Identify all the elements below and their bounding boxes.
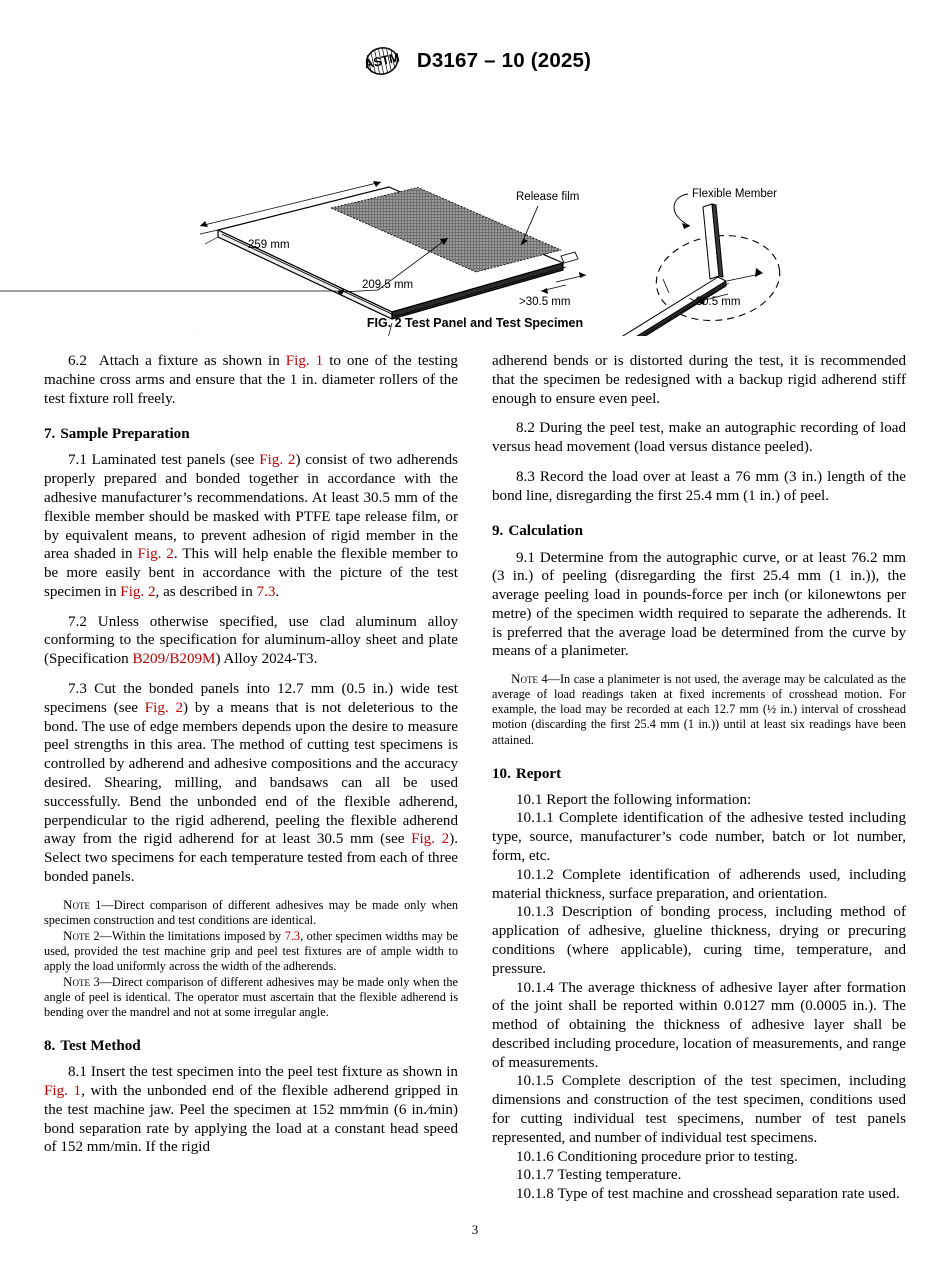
para-text: Conditioning procedure prior to testing.	[557, 1148, 798, 1165]
clause-number: 10.1.4	[516, 979, 554, 996]
paragraph-10-1-3	[492, 903, 906, 978]
para-text: Testing temperature.	[557, 1167, 682, 1184]
fig-label-release-film: Release film	[516, 191, 580, 203]
xref-fig-1[interactable]: Fig. 1	[285, 353, 324, 369]
para-text: Laminated test panels (see	[91, 452, 260, 469]
para-text: ) Alloy 2024-T3.	[215, 651, 318, 668]
para-text: ). Select two specimens for each temperature tested from each of three bonded panels.	[44, 831, 458, 885]
para-text: During the peel test, make an autographic recording of load versus head movement (load versus distance peeled).	[492, 420, 906, 456]
note-text: —Within the limitations imposed by	[99, 928, 285, 943]
clause-number: 8.1	[68, 1064, 87, 1081]
body-columns	[44, 352, 906, 1204]
paragraph-10-1-6	[492, 1148, 906, 1167]
para-text: Record the load over at least a 76 mm (3 in.) length of the bond line, disregarding the first 25.4 mm (1 in.) of peel.	[492, 468, 906, 504]
para-text: Cut the bonded panels into 12.7 mm (0.5 in.) wide test specimens (see	[44, 681, 458, 716]
paragraph-7-3	[44, 680, 458, 887]
note-label: Note	[63, 927, 90, 943]
paragraph-10-1-2	[492, 866, 906, 904]
xref-7-3[interactable]: 7.3	[284, 928, 301, 943]
para-text: The average thickness of adhesive layer after formation of the joint shall be reported within 0.0127 mm (0.0005 in.). The method of obtaining the thickness of adhesive layer shall be described including procedure, location of measurements, and range of measurements.	[492, 979, 906, 1071]
para-text: , as described in	[155, 583, 257, 600]
para-text: Report the following information:	[546, 791, 752, 808]
xref-fig-2[interactable]: Fig. 2	[120, 583, 156, 600]
svg-text:ASTM: ASTM	[363, 50, 401, 72]
astm-logo-icon	[359, 46, 405, 76]
figure-2-illustration	[0, 86, 950, 336]
heading-title: Report	[515, 765, 562, 782]
clause-number: 10.1	[516, 791, 543, 808]
fig-label-259mm: 259 mm	[248, 239, 290, 251]
clause-number: 8.2	[516, 420, 535, 437]
clause-number: 10.1.1	[516, 810, 554, 827]
note-text: —Direct comparison of different adhesives may be made only when specimen construction and test conditions are identical.	[44, 897, 458, 927]
left-column	[44, 352, 458, 1204]
heading-10	[492, 765, 906, 783]
note-number: 2	[89, 928, 100, 943]
paragraph-10-1-4	[492, 979, 906, 1073]
clause-number: 10.1.3	[516, 904, 554, 921]
heading-number: 9.	[492, 523, 504, 540]
paragraph-10-1	[492, 791, 906, 810]
xref-b209[interactable]: B209/B209M	[132, 651, 216, 668]
clause-number: 10.1.2	[516, 866, 554, 883]
figure-caption: FIG. 2 Test Panel and Test Specimen	[366, 316, 584, 330]
para-text: Complete identification of the adhesive tested including type, source, manufacturer’s code number, batch or lot number, form, etc.	[492, 810, 906, 865]
note-3	[44, 974, 458, 1020]
page-header	[0, 46, 950, 76]
clause-number: 7.2	[68, 613, 87, 630]
xref-7-3[interactable]: 7.3	[256, 583, 276, 600]
paragraph-9-1	[492, 549, 906, 662]
clause-number: 9.1	[516, 549, 535, 566]
para-text: Unless otherwise specified, use clad aluminum alloy conforming to the specification for aluminum-alloy sheet and plate (Specification	[44, 613, 458, 668]
para-text: Insert the test specimen into the peel test fixture as shown in	[90, 1064, 458, 1081]
note-label: Note	[511, 671, 538, 687]
clause-number: 10.1.5	[516, 1073, 554, 1090]
para-text: Description of bonding process, including method of application of adhesive, glueline thickness, drying or precuring conditions (where applicable), curing time, temperature, and pressure.	[492, 904, 906, 977]
note-text: —Direct comparison of different adhesives may be made only when the angle of peel is identical. The operator must ascertain that the flexible adherend is bending over the mandrel and not at some irregular angle.	[44, 974, 458, 1020]
heading-title: Test Method	[60, 1038, 141, 1055]
heading-number: 7.	[44, 426, 56, 443]
clause-number: 6.2	[68, 353, 87, 369]
para-text: ) by a means that is not deleterious to the bond. The use of edge members depends upon the desire to measure peel strengths in this area. The method of cutting test specimens is controlled by adherend and adhesive compositions and the accuracy desired. Shearing, milling, and bandsaws can all be used successfully. Bend the unbonded end of the flexible adherend, perpendicular to the rigid adherend, peeling the flexible adherend away from the rigid adherend for at least 30.5 mm (see	[44, 699, 458, 848]
clause-number: 10.1.8	[516, 1186, 554, 1203]
para-text: Type of test machine and crosshead separation rate used.	[557, 1186, 900, 1203]
para-text: , with the unbonded end of the flexible adherend gripped in the test machine jaw. Peel the specimen at 152 mm⁄min (6 in.⁄min) bond separation rate by applying the load at a constant head speed of 152 mm/min. If the rigid	[44, 1083, 459, 1156]
para-text: . This will help enable the flexible member to be more easily bent in accordance with the picture of the test specimen in	[44, 546, 458, 600]
paragraph-6-2	[44, 352, 458, 408]
heading-title: Sample Preparation	[60, 426, 190, 443]
note-number: 3	[89, 974, 100, 989]
note-2	[44, 928, 458, 974]
clause-number: 10.1.6	[516, 1148, 554, 1165]
note-text: , other specimen widths may be used, provided the test machine grip and peel test fixtures are of ample width to apply the load uniformly across the width of the adherends.	[44, 928, 458, 973]
heading-title: Calculation	[508, 523, 583, 540]
heading-8	[44, 1037, 458, 1055]
xref-fig-2[interactable]: Fig. 2	[259, 452, 296, 469]
para-text: Complete identification of adherends used, including material thickness, surface preparation, and orientation.	[492, 866, 906, 902]
xref-fig-2[interactable]: Fig. 2	[411, 831, 450, 848]
heading-7	[44, 425, 458, 443]
paragraph-8-1-continued: adherend bends or is distorted during the test, it is recommended that the specimen be redesigned with a backup rigid adherend stiff enough to ensure even peel.	[492, 353, 906, 407]
para-text: Complete description of the test specimen, including dimensions and construction of the test specimen, conditions used for cutting individual test specimens, number of test panels represented, and number of individual test specimens.	[492, 1073, 906, 1146]
para-text: Determine from the autographic curve, or at least 76.2 mm (3 in.) of peeling (disregarding the first 25.4 mm (1 in.)), the average peeling load in pounds-force per inch (or kilonewtons per metre) of the specimen width required to separate the adherends. It is preferred that the average load be determined from the curve by means of a planimeter.	[492, 549, 906, 660]
right-column	[492, 352, 906, 1204]
paragraph-10-1-7	[492, 1166, 906, 1185]
heading-number: 10.	[492, 765, 511, 782]
para-text: to one of the testing machine cross arms and ensure that the 1 in. diameter rollers of the test fixture roll freely.	[44, 353, 458, 407]
note-label: Note	[63, 973, 90, 989]
page-number: 3	[471, 1222, 479, 1237]
fig-label-flexible-member: Flexible Member	[692, 188, 777, 200]
clause-number: 10.1.7	[516, 1167, 554, 1184]
para-text: Attach a fixture as shown in	[98, 353, 286, 369]
note-4	[492, 671, 906, 747]
heading-number: 8.	[44, 1038, 56, 1055]
paragraph-8-3	[492, 468, 906, 506]
note-1	[44, 897, 458, 928]
fig-label-30-5mm-panel: >30.5 mm	[519, 296, 571, 308]
clause-number: 7.3	[68, 681, 87, 698]
note-number: 1	[89, 897, 102, 912]
note-text: —In case a planimeter is not used, the average may be calculated as the average of load readings taken at fixed increments of crosshead motion. For example, the load may be recorded at each 12.7 mm (½ in.) interval of crosshead motion (discarding the first 25.4 mm (1 in.)) until at least six readings have been attained.	[492, 672, 906, 747]
para-text: ) consist of two adherends properly prepared and bonded together in accordance with the adhesive manufacturer’s recommendations. At least 30.5 mm of the flexible member should be masked with PTFE tape release film, or by equivalent means, to prevent adhesion of rigid member in the area shaded in	[44, 452, 458, 563]
paragraph-7-1	[44, 451, 458, 601]
paragraph-8-1	[44, 1063, 458, 1157]
xref-fig-2[interactable]: Fig. 2	[137, 546, 174, 563]
paragraph-10-1-5	[492, 1072, 906, 1147]
paragraph-10-1-1	[492, 809, 906, 865]
heading-9	[492, 522, 906, 540]
clause-number: 7.1	[68, 452, 87, 469]
paragraph-7-2	[44, 613, 458, 669]
document-title: D3167 – 10 (2025)	[416, 49, 592, 72]
xref-fig-1[interactable]: Fig. 1	[44, 1083, 82, 1100]
para-text: .	[275, 583, 280, 600]
note-label: Note	[63, 896, 90, 912]
note-number: 4	[537, 672, 548, 687]
paragraph-8-2	[492, 419, 906, 457]
fig-label-209-5mm: 209.5 mm	[362, 279, 414, 291]
xref-fig-2[interactable]: Fig. 2	[144, 699, 184, 716]
clause-number: 8.3	[516, 468, 535, 485]
paragraph-10-1-8	[492, 1185, 906, 1204]
fig-label-30-5mm-specimen: >30.5 mm	[689, 296, 741, 308]
